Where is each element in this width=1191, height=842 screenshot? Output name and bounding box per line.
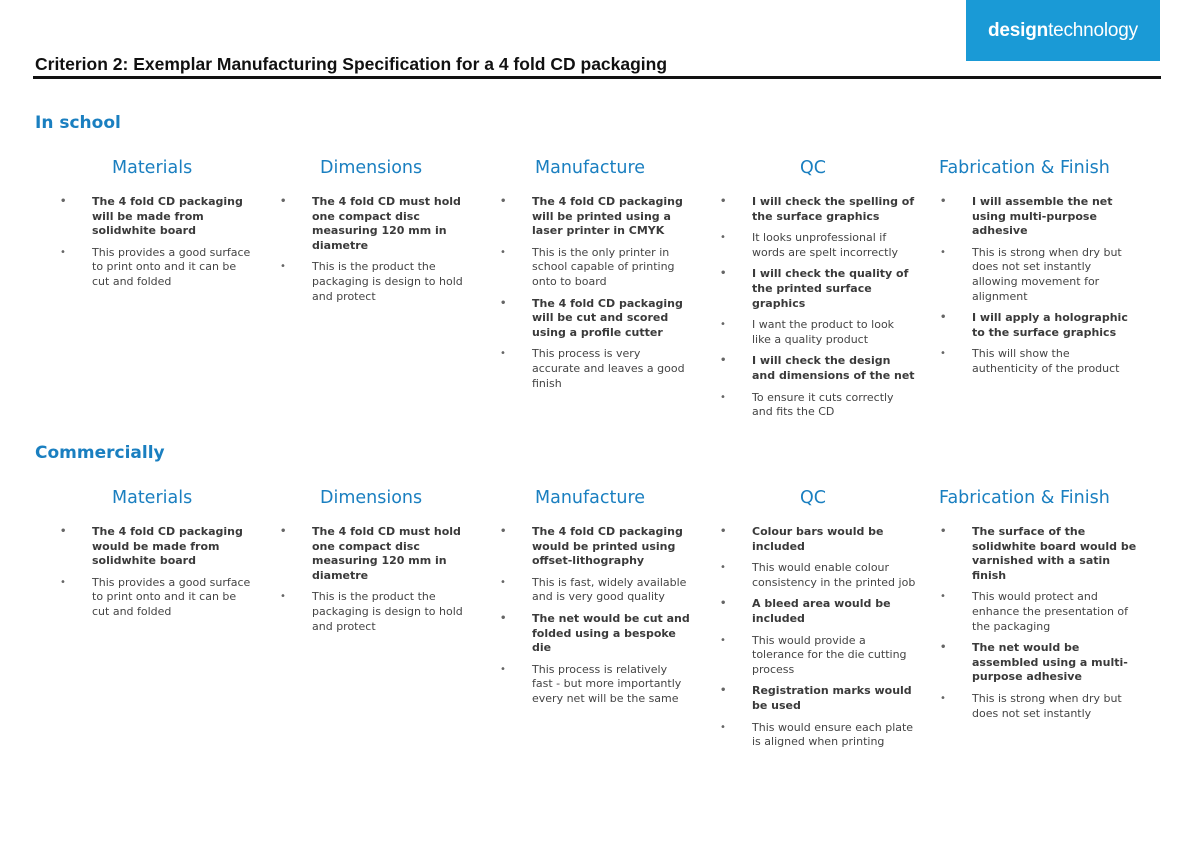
column-heading-fabrication-and-finish: Fabrication & Finish [939, 158, 1110, 178]
list-item: • The 4 fold CD packaging will be printed using a laser printer in CMYK [498, 195, 690, 239]
list-item: • This is strong when dry but does not set instantly [938, 692, 1138, 721]
list-item: • The 4 fold CD packaging would be printed using offset-lithography [498, 525, 690, 569]
list-item: • Colour bars would be included [718, 525, 916, 554]
list-item: • This process is very accurate and leaves a good finish [498, 347, 690, 391]
materials-list [58, 195, 253, 297]
list-item: • This provides a good surface to print onto and it can be cut and folded [58, 576, 253, 620]
list-item: • This is fast, widely available and is very good quality [498, 576, 690, 605]
list-item: • This is strong when dry but does not set instantly allowing movement for alignment [938, 246, 1138, 304]
logo-word-design: design [988, 19, 1049, 41]
column-heading-dimensions: Dimensions [320, 488, 423, 508]
manufacture-list [498, 195, 690, 398]
list-item: • The net would be assembled using a multi-purpose adhesive [938, 641, 1138, 685]
column-heading-dimensions: Dimensions [320, 158, 423, 178]
list-item: • This would provide a tolerance for the die cutting process [718, 634, 916, 678]
dimensions-list [278, 525, 468, 641]
list-item: • The 4 fold CD packaging will be made from solidwhite board [58, 195, 253, 239]
list-item: • This process is relatively fast - but more importantly every net will be the same [498, 663, 690, 707]
list-item: • The net would be cut and folded using a bespoke die [498, 612, 690, 656]
list-item: • Registration marks would be used [718, 684, 916, 713]
dimensions-list [278, 195, 468, 311]
logo-word-technology: technology [1048, 19, 1138, 41]
list-item: • To ensure it cuts correctly and fits the CD [718, 391, 916, 420]
title-divider [33, 76, 1161, 79]
column-heading-materials: Materials [112, 158, 193, 178]
list-item: • I will check the quality of the printed surface graphics [718, 267, 916, 311]
column-heading-manufacture: Manufacture [535, 488, 646, 508]
list-item: • This will show the authenticity of the product [938, 347, 1138, 376]
list-item: • This is the product the packaging is design to hold and protect [278, 590, 468, 634]
list-item: • I will assemble the net using multi-purpose adhesive [938, 195, 1138, 239]
list-item: • I want the product to look like a quality product [718, 318, 916, 347]
column-heading-materials: Materials [112, 488, 193, 508]
qc-list [718, 525, 916, 757]
column-heading-manufacture: Manufacture [535, 158, 646, 178]
list-item: • This would ensure each plate is aligned when printing [718, 721, 916, 750]
section-heading-commercially: Commercially [35, 443, 165, 463]
column-heading-qc: QC [800, 488, 826, 508]
column-heading-qc: QC [800, 158, 826, 178]
list-item: • This is the only printer in school capable of printing onto to board [498, 246, 690, 290]
manufacture-list [498, 525, 690, 714]
list-item: • A bleed area would be included [718, 597, 916, 626]
page-title: Criterion 2: Exemplar Manufacturing Specification for a 4 fold CD packaging [35, 54, 668, 74]
section-heading-in-school: In school [35, 113, 121, 133]
column-heading-fabrication-and-finish: Fabrication & Finish [939, 488, 1110, 508]
list-item: • The 4 fold CD must hold one compact disc measuring 120 mm in diametre [278, 525, 468, 583]
list-item: • I will check the design and dimensions of the net [718, 354, 916, 383]
list-item: • This provides a good surface to print onto and it can be cut and folded [58, 246, 253, 290]
list-item: • The surface of the solidwhite board would be varnished with a satin finish [938, 525, 1138, 583]
list-item: • This is the product the packaging is design to hold and protect [278, 260, 468, 304]
list-item: • This would protect and enhance the presentation of the packaging [938, 590, 1138, 634]
list-item: • The 4 fold CD packaging would be made from solidwhite board [58, 525, 253, 569]
list-item: • I will apply a holographic to the surface graphics [938, 311, 1138, 340]
designtechnology-logo [966, 0, 1160, 61]
fabrication-and-finish-list [938, 195, 1138, 384]
fabrication-and-finish-list [938, 525, 1138, 728]
qc-list [718, 195, 916, 427]
list-item: • The 4 fold CD packaging will be cut and scored using a profile cutter [498, 297, 690, 341]
list-item: • I will check the spelling of the surface graphics [718, 195, 916, 224]
list-item: • It looks unprofessional if words are spelt incorrectly [718, 231, 916, 260]
list-item: • The 4 fold CD must hold one compact disc measuring 120 mm in diametre [278, 195, 468, 253]
list-item: • This would enable colour consistency in the printed job [718, 561, 916, 590]
materials-list [58, 525, 253, 627]
